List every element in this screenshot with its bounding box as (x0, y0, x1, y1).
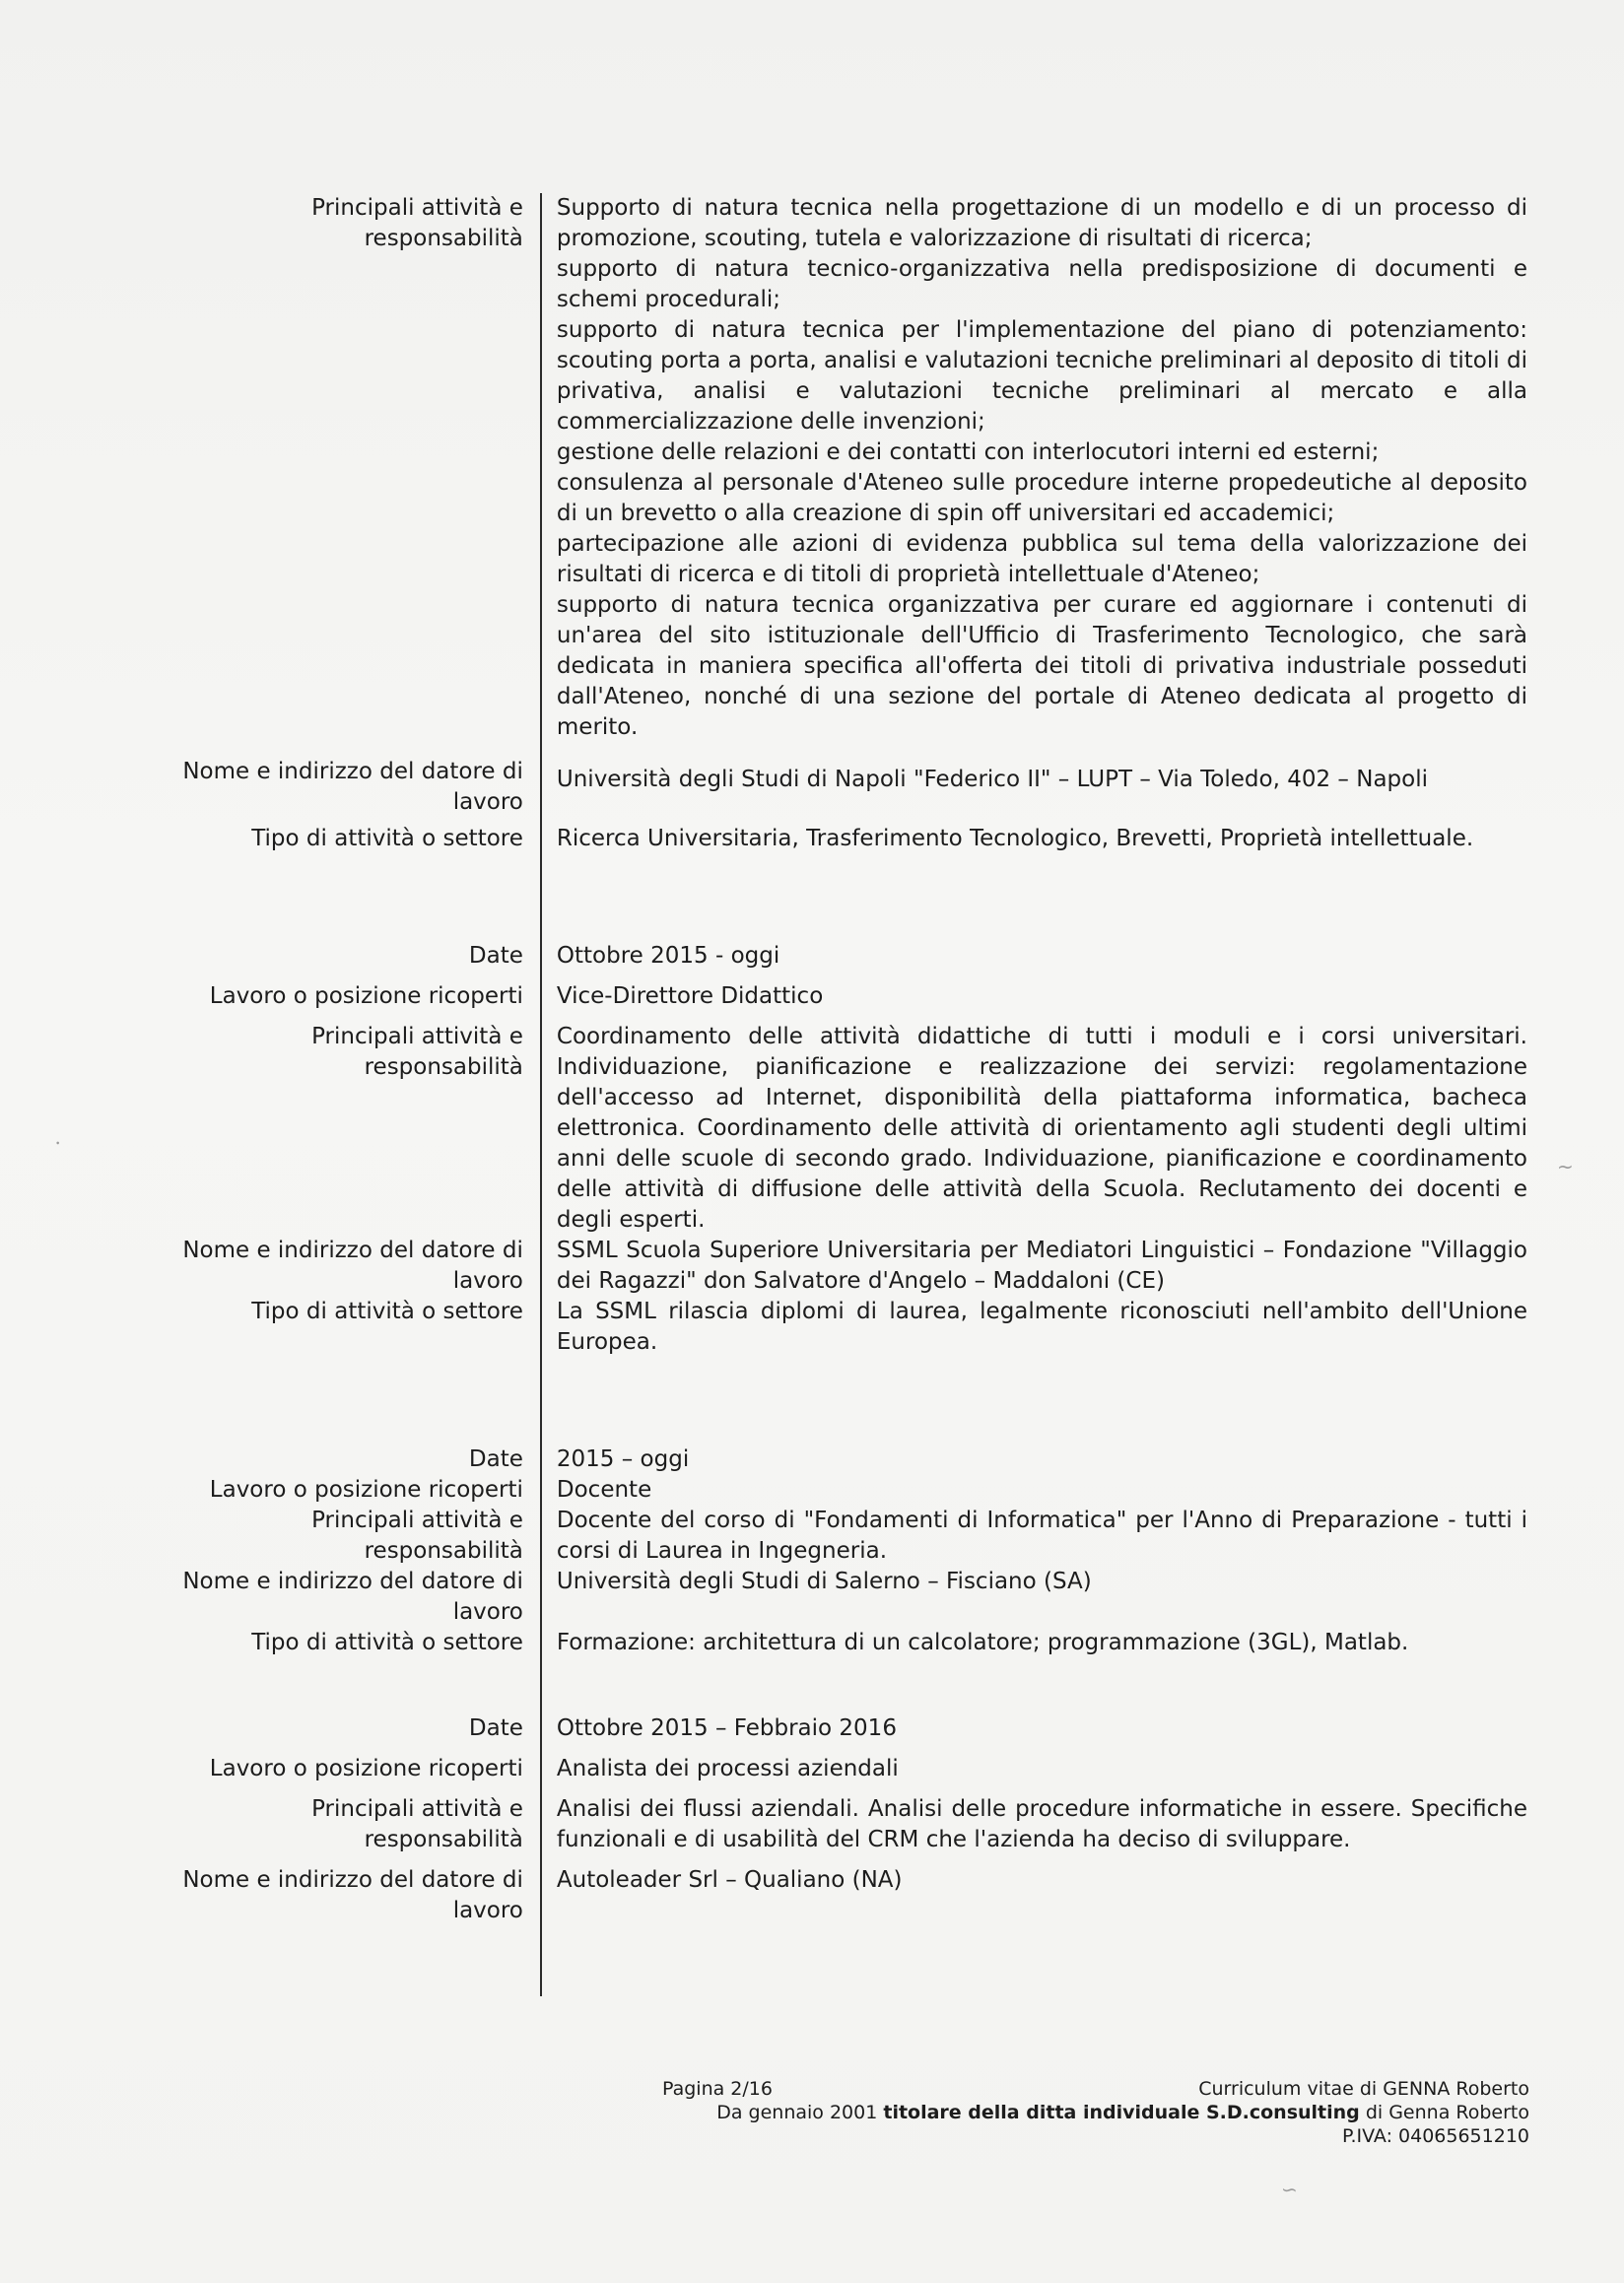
row-label: Date (468, 1446, 523, 1472)
value-line: Ottobre 2015 – Febbraio 2016 (556, 1715, 897, 1741)
row-value (557, 1444, 1527, 1475)
cv-row (148, 757, 1527, 818)
row-value (557, 1794, 1527, 1855)
row-value (557, 1754, 1527, 1784)
row-value (557, 1297, 1527, 1358)
row-label: Date (468, 943, 523, 969)
value-line: Ricerca Universitaria, Trasferimento Tecnologico, Brevetti, Proprietà intellettuale. (556, 826, 1474, 851)
cv-row (148, 1444, 1527, 1475)
company-name: titolare della ditta individuale S.D.consulting (883, 2102, 1360, 2123)
cv-row (148, 193, 1527, 743)
value-line: La SSML rilascia diplomi di laurea, legalmente riconosciuti nell'ambito dell'Unione Europea. (556, 1299, 1527, 1355)
cv-row (148, 981, 1527, 1012)
row-value (557, 981, 1527, 1012)
value-line: consulenza al personale d'Ateneo sulle procedure interne propedeutiche al deposito di un brevetto o alla creazione di spin off universitari ed accademici; (556, 470, 1527, 526)
vat-number: P.IVA: 04065651210 (1342, 2125, 1529, 2147)
value-line: gestione delle relazioni e dei contatti con interlocutori interni ed esterni; (556, 439, 1380, 465)
scan-mark: ~ (1557, 1155, 1574, 1178)
cv-row (148, 1297, 1527, 1358)
value-line: Ottobre 2015 - oggi (556, 943, 780, 969)
row-value (557, 1567, 1527, 1597)
row-value (557, 941, 1527, 972)
row-label: Lavoro o posizione ricoperti (209, 983, 523, 1009)
row-label: Tipo di attività o settore (251, 1630, 523, 1655)
row-label: Nome e indirizzo del datore di lavoro (182, 1569, 523, 1625)
value-line: Analista dei processi aziendali (556, 1756, 899, 1781)
cv-body (148, 193, 1527, 1926)
row-value (557, 1236, 1527, 1297)
cv-row (148, 1236, 1527, 1297)
row-value (557, 193, 1527, 743)
row-value (557, 1506, 1527, 1567)
value-line: SSML Scuola Superiore Universitaria per Mediatori Linguistici – Fondazione "Villaggio dei Ragazzi" don Salvatore d'Angelo – Maddaloni (CE) (556, 1238, 1527, 1294)
value-line: supporto di natura tecnica per l'implementazione del piano di potenziamento: scouting porta a porta, analisi e valutazioni tecniche preliminari al deposito di titoli di privativa, analisi e valutazioni tecniche preliminari al mercato e alla commercializzazione delle invenzioni; (556, 317, 1527, 435)
row-value (557, 1022, 1527, 1236)
row-label: Principali attività e responsabilità (311, 1796, 523, 1852)
cv-row (148, 1628, 1527, 1658)
value-line: supporto di natura tecnica organizzativa per curare ed aggiornare i contenuti di un'area del sito istituzionale dell'Ufficio di Trasferimento Tecnologico, che sarà dedicata in maniera specifica all'offerta dei titoli di privativa industriale posseduti dall'Ateneo, nonché di una sezione del portale di Ateneo dedicata al progetto di merito. (556, 592, 1527, 740)
cv-row (148, 1506, 1527, 1567)
scan-mark: ⸱ (55, 1131, 61, 1155)
cv-entry (148, 941, 1527, 1358)
row-value (557, 1713, 1527, 1744)
value-line: Docente (556, 1477, 652, 1503)
cv-entry (148, 1444, 1527, 1658)
row-label: Principali attività e responsabilità (311, 1024, 523, 1080)
row-value (557, 757, 1527, 795)
cv-row (148, 824, 1527, 854)
row-label: Tipo di attività o settore (251, 1299, 523, 1324)
cv-row (148, 941, 1527, 972)
row-label: Nome e indirizzo del datore di lavoro (182, 1867, 523, 1923)
row-label: Date (468, 1715, 523, 1741)
row-value (557, 1475, 1527, 1506)
row-value (557, 824, 1527, 854)
row-label: Lavoro o posizione ricoperti (209, 1756, 523, 1781)
value-line: supporto di natura tecnico-organizzativa nella predisposizione di documenti e schemi procedurali; (556, 256, 1527, 312)
row-label: Principali attività e responsabilità (311, 1508, 523, 1564)
cv-row (148, 1475, 1527, 1506)
cv-title: Curriculum vitae di GENNA Roberto (1198, 2078, 1529, 2100)
row-label: Nome e indirizzo del datore di lavoro (182, 1238, 523, 1294)
company-prefix: Da gennaio 2001 (716, 2102, 884, 2123)
value-line: Supporto di natura tecnica nella progettazione di un modello e di un processo di promozione, scouting, tutela e valorizzazione di risultati di ricerca; (556, 195, 1527, 251)
page-number: Pagina 2/16 (662, 2078, 773, 2100)
scan-mark: ∽ (1281, 2178, 1298, 2201)
row-label: Lavoro o posizione ricoperti (209, 1477, 523, 1503)
value-line: Autoleader Srl – Qualiano (NA) (556, 1867, 903, 1893)
row-value (557, 1865, 1527, 1896)
cv-row (148, 1022, 1527, 1236)
row-value (557, 1628, 1527, 1658)
row-label: Nome e indirizzo del datore di lavoro (182, 759, 523, 815)
cv-row (148, 1794, 1527, 1855)
value-line: 2015 – oggi (556, 1446, 690, 1472)
value-line: Analisi dei flussi aziendali. Analisi delle procedure informatiche in essere. Specifiche funzionali e di usabilità del CRM che l'azienda ha deciso di sviluppare. (556, 1796, 1527, 1852)
value-line: Formazione: architettura di un calcolatore; programmazione (3GL), Matlab. (556, 1630, 1409, 1655)
value-line: Coordinamento delle attività didattiche di tutti i moduli e i corsi universitari. Individuazione, pianificazione e realizzazione dei servizi: regolamentazione dell'accesso ad Internet, disponibilità della piattaforma informatica, bacheca elettronica. Coordinamento delle attività di orientamento agli studenti degli ultimi anni delle scuole di secondo grado. Individuazione, pianificazione e coordinamento delle attività di diffusione delle attività della Scuola. Reclutamento dei docenti e degli esperti. (556, 1024, 1527, 1233)
company-suffix: di Genna Roberto (1359, 2102, 1529, 2123)
cv-row (148, 1713, 1527, 1744)
company-line (716, 2101, 1529, 2124)
cv-entry (148, 1713, 1527, 1926)
row-label: Principali attività e responsabilità (311, 195, 523, 251)
value-line: Vice-Direttore Didattico (556, 983, 824, 1009)
value-line: Università degli Studi di Salerno – Fisciano (SA) (556, 1569, 1092, 1594)
row-label: Tipo di attività o settore (251, 826, 523, 851)
value-line: partecipazione alle azioni di evidenza pubblica sul tema della valorizzazione dei risultati di ricerca e di titoli di proprietà intellettuale d'Ateneo; (556, 531, 1527, 587)
cv-row (148, 1567, 1527, 1628)
cv-row (148, 1865, 1527, 1926)
cv-row (148, 1754, 1527, 1784)
value-line: Università degli Studi di Napoli "Federico II" – LUPT – Via Toledo, 402 – Napoli (556, 767, 1428, 792)
value-line: Docente del corso di "Fondamenti di Informatica" per l'Anno di Preparazione - tutti i corsi di Laurea in Ingegneria. (556, 1508, 1527, 1564)
cv-entry (148, 193, 1527, 854)
